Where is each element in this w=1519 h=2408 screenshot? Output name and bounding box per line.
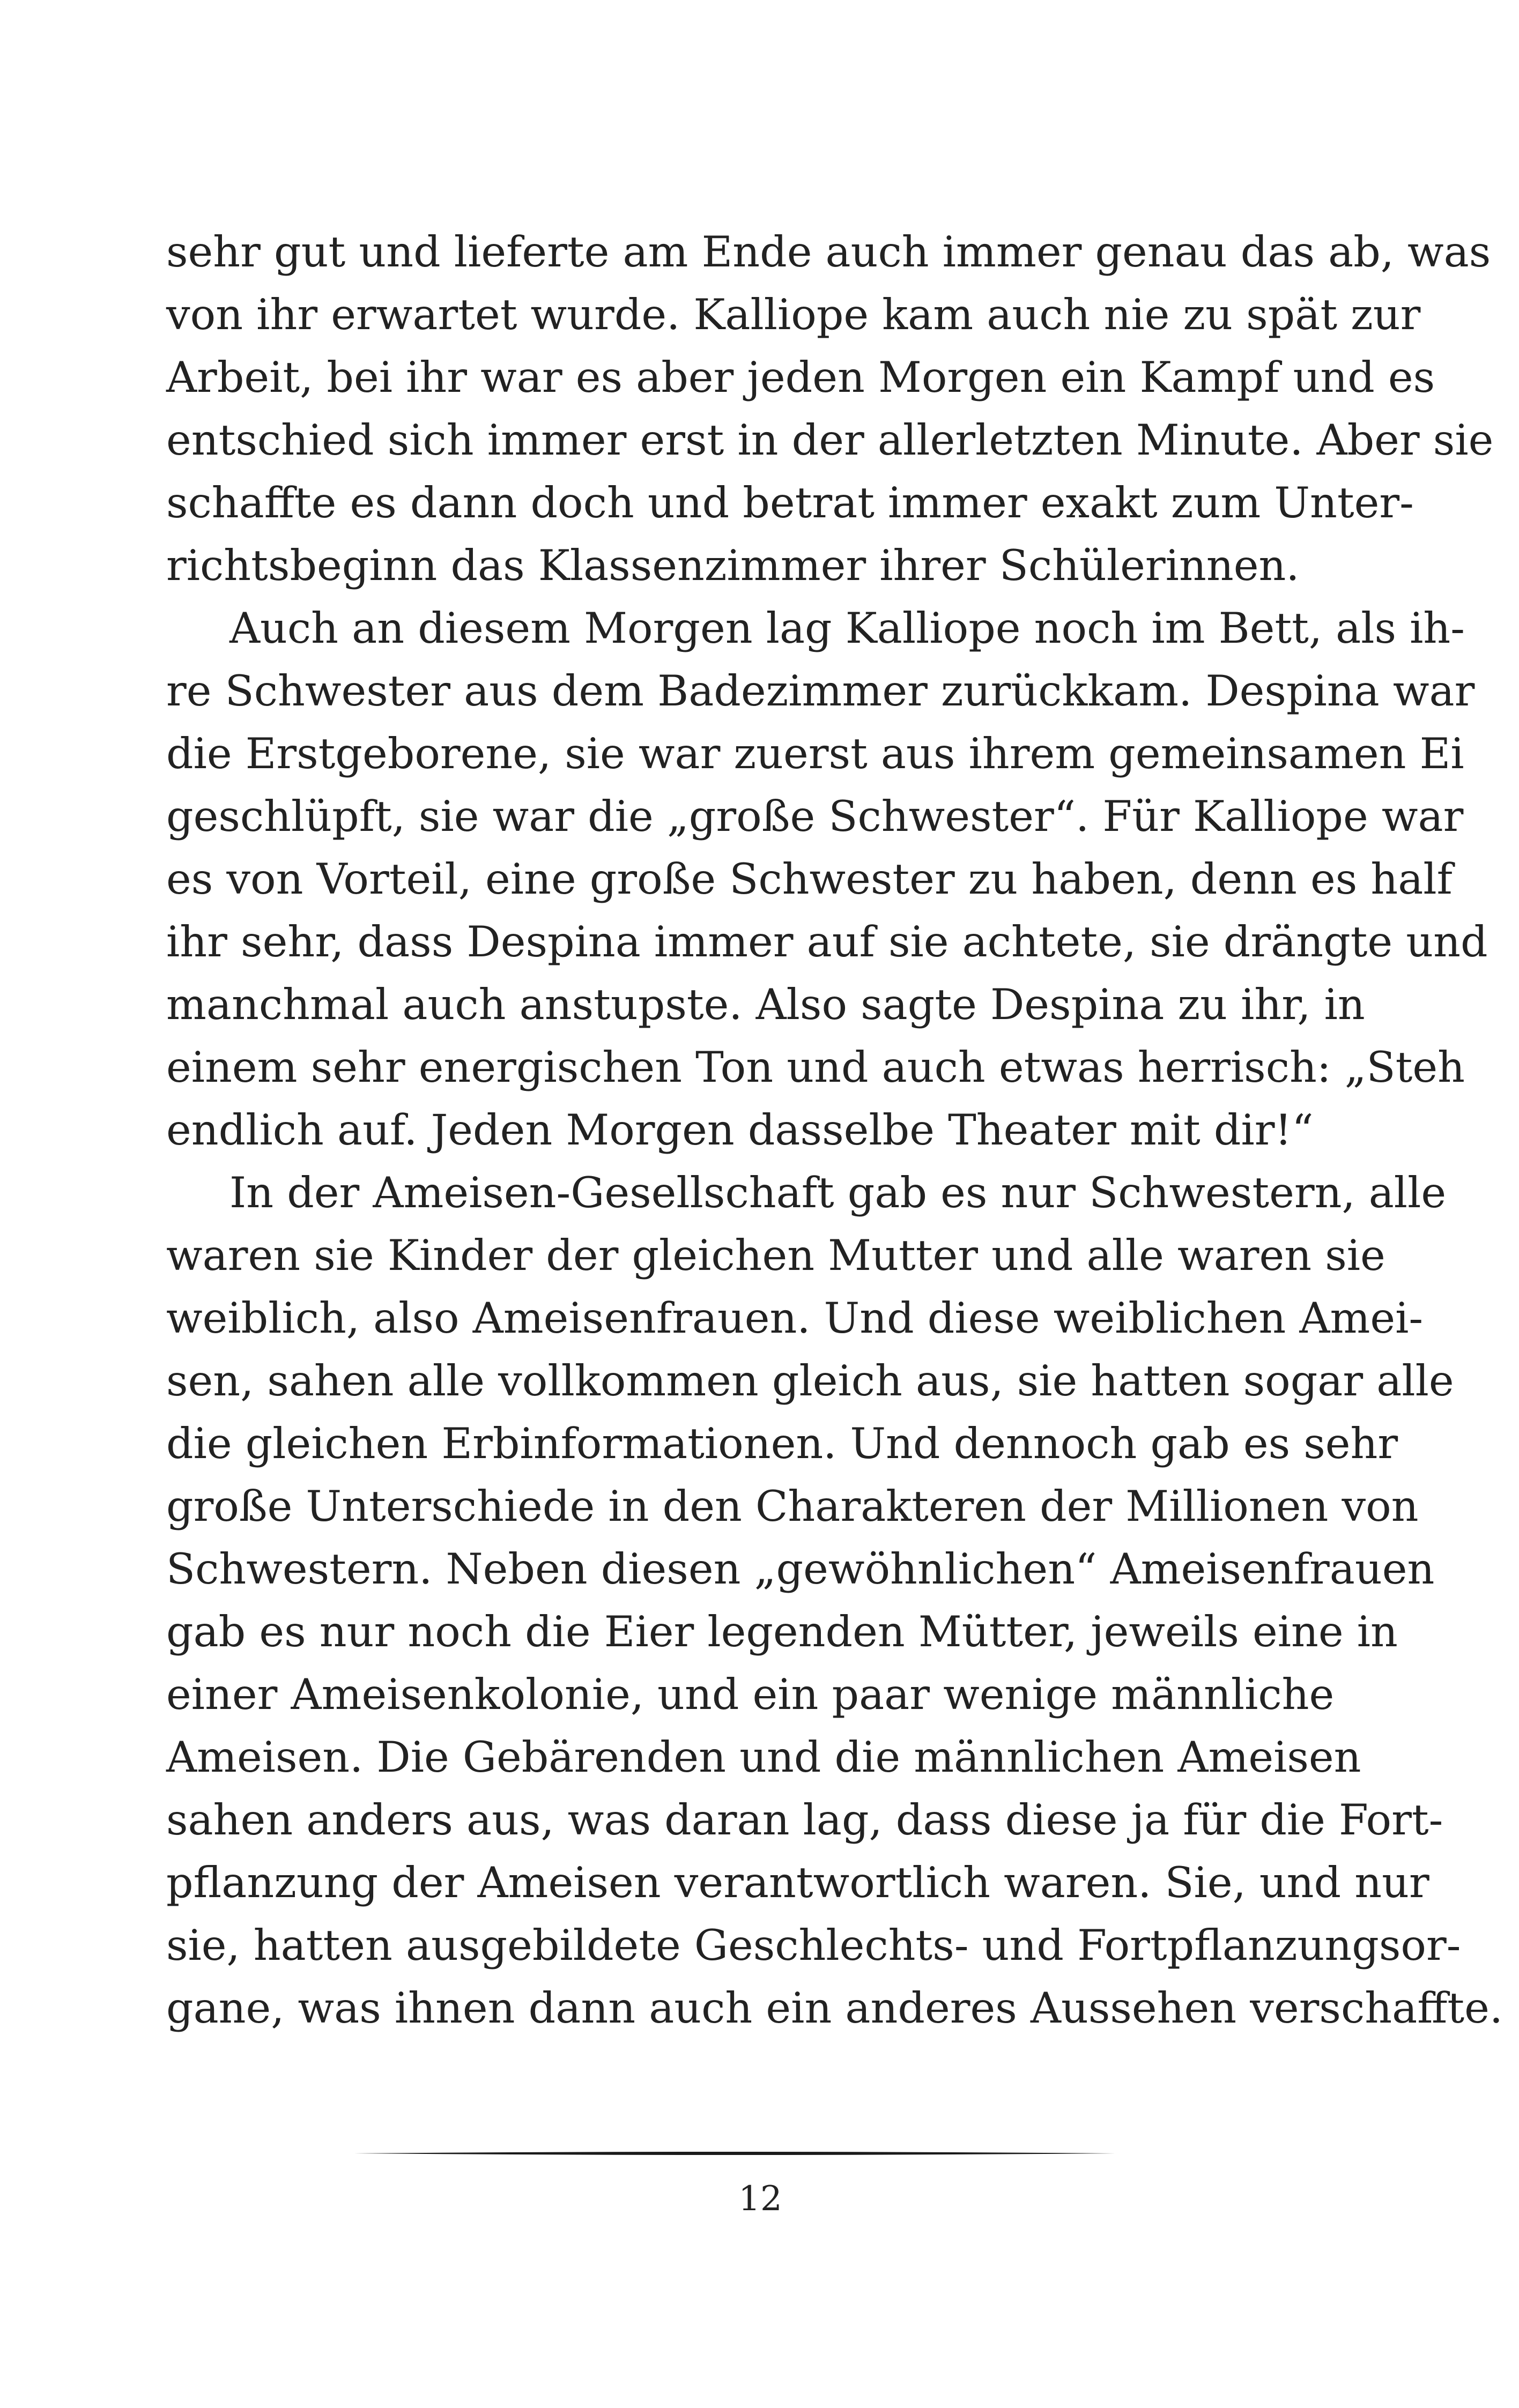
text-line: Auch an diesem Morgen lag Kalliope noch im Bett, als ih- xyxy=(229,604,1465,653)
text-line: einem sehr energischen Ton und auch etwas herrisch: „Steh xyxy=(166,1043,1465,1092)
body-text xyxy=(166,221,1503,2040)
text-line: Ameisen. Die Gebärenden und die männlichen Ameisen xyxy=(166,1733,1361,1782)
text-line: die Erstgeborene, sie war zuerst aus ihrem gemeinsamen Ei xyxy=(166,729,1464,778)
text-line: gane, was ihnen dann auch ein anderes Aussehen verschaffte. xyxy=(166,1983,1503,2033)
text-line: In der Ameisen-Gesellschaft gab es nur Schwestern, alle xyxy=(229,1168,1447,1217)
text-line: richtsbeginn das Klassenzimmer ihrer Schülerinnen. xyxy=(166,541,1300,590)
text-line: Arbeit, bei ihr war es aber jeden Morgen ein Kampf und es xyxy=(166,353,1435,402)
text-line: Schwestern. Neben diesen „gewöhnlichen“ Ameisenfrauen xyxy=(166,1544,1435,1594)
text-line: gab es nur noch die Eier legenden Mütter, jeweils eine in xyxy=(166,1607,1398,1656)
text-line: pflanzung der Ameisen verantwortlich waren. Sie, und nur xyxy=(166,1858,1429,1907)
page-number: 12 xyxy=(738,2179,782,2219)
text-line: waren sie Kinder der gleichen Mutter und alle waren sie xyxy=(166,1231,1385,1280)
text-line: von ihr erwartet wurde. Kalliope kam auch nie zu spät zur xyxy=(166,290,1421,339)
text-line: die gleichen Erbinformationen. Und dennoch gab es sehr xyxy=(166,1419,1398,1468)
text-line: ihr sehr, dass Despina immer auf sie achtete, sie drängte und xyxy=(166,917,1488,967)
text-line: es von Vorteil, eine große Schwester zu haben, denn es half xyxy=(166,854,1453,904)
text-line: weiblich, also Ameisenfrauen. Und diese weiblichen Amei- xyxy=(166,1294,1424,1343)
text-line: manchmal auch anstupste. Also sagte Despina zu ihr, in xyxy=(166,980,1365,1029)
text-line: re Schwester aus dem Badezimmer zurückkam. Despina war xyxy=(166,666,1475,716)
text-line: entschied sich immer erst in der allerletzten Minute. Aber sie xyxy=(166,415,1494,465)
text-line: sahen anders aus, was daran lag, dass diese ja für die Fort- xyxy=(166,1795,1443,1845)
text-line: sehr gut und lieferte am Ende auch immer genau das ab, was xyxy=(166,227,1491,277)
text-line: sen, sahen alle vollkommen gleich aus, sie hatten sogar alle xyxy=(166,1356,1454,1406)
footer-divider xyxy=(354,2150,1115,2157)
text-line: schaffte es dann doch und betrat immer exakt zum Unter- xyxy=(166,478,1414,527)
text-line: geschlüpft, sie war die „große Schwester“. Für Kalliope war xyxy=(166,792,1464,841)
text-line: einer Ameisenkolonie, und ein paar wenige männliche xyxy=(166,1670,1335,1719)
text-line: sie, hatten ausgebildete Geschlechts- und Fortpflanzungsor- xyxy=(166,1921,1461,1970)
text-line: endlich auf. Jeden Morgen dasselbe Theater mit dir!“ xyxy=(166,1105,1314,1155)
text-line: große Unterschiede in den Charakteren der Millionen von xyxy=(166,1482,1419,1531)
